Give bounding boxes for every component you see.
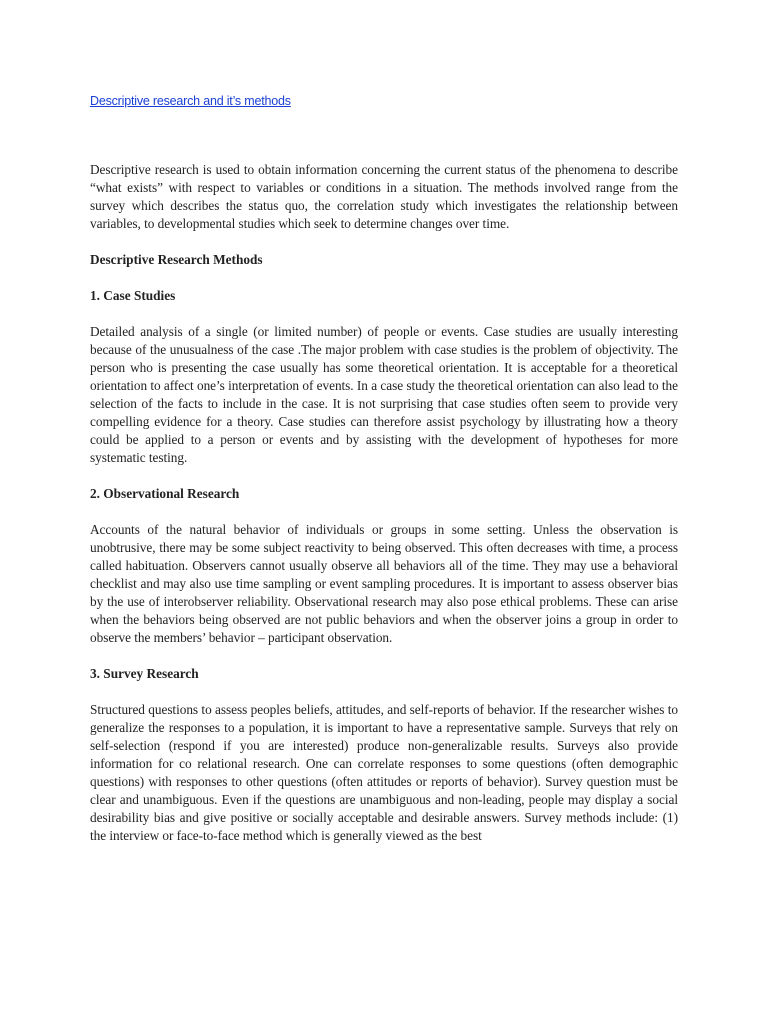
- section-heading-observational-research: 2. Observational Research: [90, 486, 240, 501]
- spacer: [90, 647, 678, 665]
- spacer: [90, 305, 678, 323]
- spacer: [90, 467, 678, 485]
- spacer: [90, 503, 678, 521]
- spacer: [90, 269, 678, 287]
- intro-paragraph: Descriptive research is used to obtain information concerning the current status of the phenomena to describe “what exists” with respect to variables or conditions in a situation. The methods involved range from the survey which describes the status quo, the correlation study which investigates the relationship between variables, to developmental studies which seek to determine changes over time.: [90, 162, 678, 231]
- section-heading-case-studies: 1. Case Studies: [90, 288, 176, 303]
- document-title-link[interactable]: Descriptive research and it’s methods: [90, 94, 291, 108]
- spacer: [90, 683, 678, 701]
- section-body-case-studies: Detailed analysis of a single (or limited number) of people or events. Case studies are usually interesting because of the unusualness of the case .The major problem with case studies is the problem of objectivity. The person who is presenting the case usually has some theoretical orientation. It is acceptable for a theoretical orientation to affect one’s interpretation of events. In a case study the theoretical orientation can also lead to the selection of the facts to include in the case. It is not surprising that case studies often seem to provide very compelling evidence for a theory. Case studies can therefore assist psychology by illustrating how a theory could be applied to a person or events and by assisting with the development of hypotheses for more systematic testing.: [90, 324, 678, 465]
- methods-heading: Descriptive Research Methods: [90, 252, 263, 267]
- spacer: [90, 233, 678, 251]
- section-body-observational-research: Accounts of the natural behavior of individuals or groups in some setting. Unless the observation is unobtrusive, there may be some subject reactivity to being observed. This often decreases with time, a process called habituation. Observers cannot usually observe all behaviors all of the time. They may use a behavioral checklist and may also use time sampling or event sampling procedures. It is important to assess observer bias by the use of interobserver reliability. Observational research may also pose ethical problems. These can arise when the behaviors being observed are not public behaviors and when the observer joins a group in order to observe the members’ behavior – participant observation.: [90, 522, 678, 645]
- section-heading-survey-research: 3. Survey Research: [90, 666, 199, 681]
- section-body-survey-research: Structured questions to assess peoples beliefs, attitudes, and self-reports of behavior. If the researcher wishes to generalize the responses to a population, it is important to have a representative sample. Surveys that rely on self-selection (respond if you are interested) produce non-generalizable results. Surveys also provide information for co relational research. One can correlate responses to some questions (often demographic questions) with responses to other questions (often attitudes or reports of behavior). Survey question must be clear and unambiguous. Even if the questions are unambiguous and non-leading, people may display a social desirability bias and give positive or socially acceptable and desirable answers. Survey methods include: (1) the interview or face-to-face method which is generally viewed as the best: [90, 702, 678, 843]
